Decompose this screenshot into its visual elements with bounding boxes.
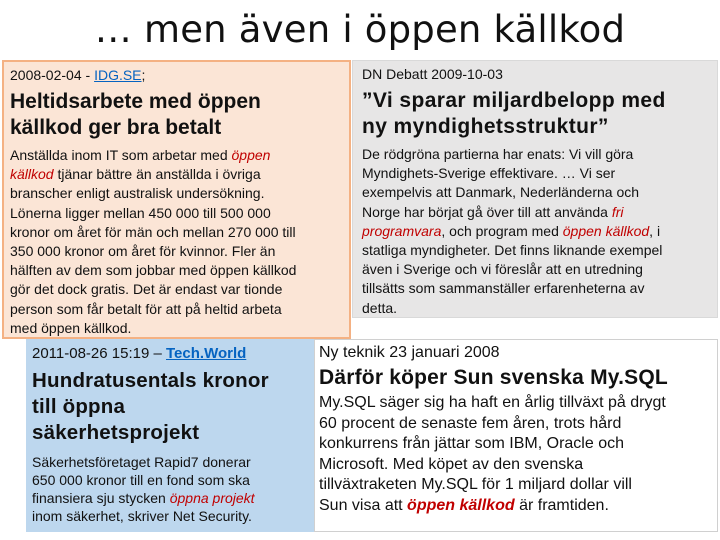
body-line bbox=[319, 414, 717, 435]
article-dn-debatt bbox=[352, 60, 718, 318]
article-date: Ny teknik 23 januari 2008 bbox=[319, 344, 500, 361]
body-text: gör det dock gratis. Det är endast var tionde bbox=[10, 281, 283, 298]
body-line bbox=[10, 184, 349, 203]
body-text: 60 procent de senaste fem åren, trots hård bbox=[319, 414, 622, 432]
highlight-term: öppen källkod bbox=[407, 496, 515, 514]
highlight-term: programvara bbox=[362, 222, 442, 239]
article-ny-teknik bbox=[314, 339, 718, 532]
body-text: , och program med bbox=[441, 222, 563, 239]
body-text: De rödgröna partierna har enats: Vi vill göra bbox=[362, 146, 634, 162]
body-line bbox=[319, 496, 717, 517]
article-headline bbox=[10, 89, 349, 141]
headline-line: ”Vi sparar miljardbelopp med bbox=[362, 89, 666, 112]
body-text: My.SQL säger sig ha haft en årlig tillväxt på drygt bbox=[319, 394, 666, 411]
highlight-term: öppna projekt bbox=[169, 490, 255, 506]
slide-title: … men även i öppen källkod bbox=[94, 8, 626, 51]
source-link-idg[interactable]: IDG.SE bbox=[94, 67, 142, 83]
article-techworld bbox=[26, 339, 314, 532]
article-date: 2008-02-04 - bbox=[10, 67, 95, 83]
article-date: 2011-08-26 15:19 – bbox=[32, 345, 166, 362]
body-text: tjänar bättre än anställda i övriga bbox=[53, 166, 261, 183]
body-text: tillsätts som sammanställer erfarenheterna av bbox=[362, 280, 645, 297]
body-text: , i bbox=[649, 222, 661, 239]
body-line bbox=[362, 260, 717, 279]
headline-line: ny myndighetsstruktur” bbox=[362, 115, 609, 138]
body-line bbox=[362, 145, 717, 164]
body-text: även i Sverige och vi föreslår att en utredning bbox=[362, 261, 643, 278]
body-line bbox=[362, 203, 717, 222]
body-text: Säkerhetsföretaget Rapid7 donerar bbox=[32, 454, 251, 470]
article-date: DN Debatt 2009-10-03 bbox=[362, 66, 503, 82]
body-line bbox=[362, 299, 717, 318]
body-text: detta. bbox=[362, 299, 398, 316]
body-line bbox=[319, 475, 717, 496]
highlight-term: fri bbox=[611, 203, 624, 220]
article-meta bbox=[10, 67, 349, 84]
body-text: är framtiden. bbox=[514, 496, 609, 514]
body-line bbox=[32, 507, 314, 525]
highlight-term: öppen källkod bbox=[562, 222, 650, 239]
body-line bbox=[10, 242, 349, 261]
article-idg bbox=[2, 60, 351, 339]
body-text: Sun visa att bbox=[319, 496, 408, 514]
source-link-techworld[interactable]: Tech.World bbox=[166, 345, 247, 362]
body-text: exempelvis att Danmark, Nederländerna och bbox=[362, 184, 640, 201]
body-line bbox=[10, 261, 349, 280]
article-body bbox=[362, 145, 717, 318]
body-line bbox=[10, 165, 349, 184]
source-suffix: ; bbox=[141, 67, 146, 83]
body-line bbox=[10, 223, 349, 242]
body-text: Norge har börjat gå över till att använda bbox=[362, 203, 612, 220]
article-headline bbox=[319, 365, 717, 391]
body-line bbox=[319, 434, 717, 455]
article-headline bbox=[362, 88, 717, 140]
headline-line: till öppna bbox=[32, 395, 126, 418]
body-text: med öppen källkod. bbox=[10, 319, 132, 336]
body-text: Myndighets-Sverige effektivare. … Vi ser bbox=[362, 165, 616, 182]
headline-line: säkerhetsprojekt bbox=[32, 421, 200, 444]
body-text: Microsoft. Med köpet av den svenska bbox=[319, 455, 584, 473]
article-body bbox=[319, 393, 717, 516]
body-text: Lönerna ligger mellan 450 000 till 500 000 bbox=[10, 204, 271, 221]
body-line bbox=[10, 319, 349, 338]
body-text: inom säkerhet, skriver Net Security. bbox=[32, 508, 252, 524]
article-body bbox=[32, 453, 314, 525]
body-text: tillväxtraketen My.SQL för 1 miljard dollar vill bbox=[319, 476, 632, 493]
body-text: finansiera sju stycken bbox=[32, 490, 170, 506]
body-line bbox=[10, 300, 349, 319]
body-line bbox=[362, 222, 717, 241]
headline-line: Heltidsarbete med öppen bbox=[10, 90, 261, 113]
article-meta bbox=[32, 345, 314, 363]
body-text: Anställda inom IT som arbetar med bbox=[10, 147, 232, 163]
body-line bbox=[319, 393, 717, 414]
body-text: kronor om året för män och mellan 270 000 till bbox=[10, 223, 296, 240]
body-line bbox=[10, 146, 349, 165]
body-line bbox=[32, 453, 314, 471]
body-text: hälften av dem som jobbar med öppen källkod bbox=[10, 262, 297, 279]
body-text: person som får betalt för att på heltid arbeta bbox=[10, 300, 282, 317]
body-text: konkurrens från jättar som IBM, Oracle och bbox=[319, 435, 624, 452]
headline-line: Hundratusentals kronor bbox=[32, 369, 269, 392]
highlight-term: öppen bbox=[231, 147, 271, 163]
body-line bbox=[32, 471, 314, 489]
body-line bbox=[362, 183, 717, 202]
body-text: statliga myndigheter. Det finns liknande exempel bbox=[362, 242, 663, 259]
article-body bbox=[10, 146, 349, 338]
body-line bbox=[319, 455, 717, 476]
body-line bbox=[362, 164, 717, 183]
headline-line: Därför köper Sun svenska My.SQL bbox=[319, 366, 668, 389]
body-line bbox=[10, 204, 349, 223]
body-line bbox=[362, 279, 717, 298]
headline-line: källkod ger bra betalt bbox=[10, 116, 222, 139]
body-line bbox=[362, 241, 717, 260]
body-text: 650 000 kronor till en fond som ska bbox=[32, 472, 250, 488]
body-line bbox=[10, 280, 349, 299]
body-line bbox=[32, 489, 314, 507]
highlight-term: källkod bbox=[10, 166, 54, 183]
article-headline bbox=[32, 368, 314, 446]
body-text: branscher enligt australisk undersökning. bbox=[10, 185, 265, 202]
body-text: 350 000 kronor om året för kvinnor. Fler än bbox=[10, 243, 276, 260]
